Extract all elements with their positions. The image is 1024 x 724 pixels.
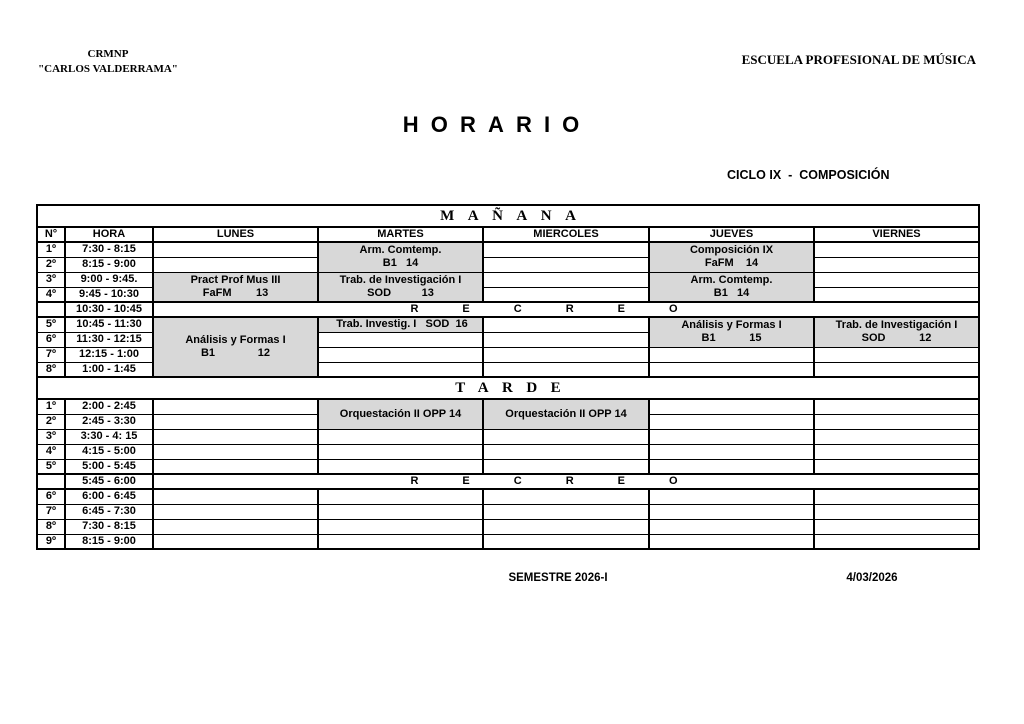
- empty-slot-cell: [153, 459, 318, 474]
- class-cell-martes-1-2-tarde: [318, 399, 483, 429]
- empty-slot-cell: [814, 489, 979, 504]
- empty-slot-cell: [649, 534, 814, 549]
- class-name: Trab. Investig. I SOD 16: [336, 318, 468, 331]
- empty-slot-cell: [814, 257, 979, 272]
- class-cell-viernes-5-6: [814, 317, 979, 347]
- empty-slot-cell: [153, 519, 318, 534]
- empty-slot-cell: [814, 414, 979, 429]
- empty-slot-cell: [483, 347, 649, 362]
- empty-slot-cell: [483, 362, 649, 377]
- col-header-miercoles: MIERCOLES: [483, 227, 649, 242]
- empty-slot-cell: [318, 444, 483, 459]
- time-cell: 10:45 - 11:30: [65, 317, 153, 332]
- empty-slot-cell: [318, 429, 483, 444]
- section-band-morning: MAÑANA: [37, 205, 979, 227]
- empty-slot-cell: [318, 459, 483, 474]
- cycle-label: CICLO IX - COMPOSICIÓN: [727, 168, 890, 182]
- empty-slot-cell: [153, 504, 318, 519]
- class-cell-martes-3-4: [318, 272, 483, 302]
- empty-slot-cell: [483, 444, 649, 459]
- empty-slot-cell: [649, 347, 814, 362]
- col-header-martes: MARTES: [318, 227, 483, 242]
- class-cell-lunes-3-4: [153, 272, 318, 302]
- recess-time-cell: 5:45 - 6:00: [65, 474, 153, 489]
- time-cell: 6:00 - 6:45: [65, 489, 153, 504]
- page-title: HORARIO: [402, 112, 592, 137]
- period-number-cell: 9º: [37, 534, 65, 549]
- table-row: [37, 205, 979, 227]
- table-row: [37, 272, 979, 287]
- class-room: SOD 12: [861, 332, 932, 345]
- empty-slot-cell: [814, 287, 979, 302]
- empty-slot-cell: [318, 534, 483, 549]
- class-room: B1 15: [701, 332, 762, 345]
- recess-cell: RECREO: [153, 474, 979, 489]
- section-band-afternoon: TARDE: [37, 377, 979, 399]
- empty-slot-cell: [483, 257, 649, 272]
- empty-slot-cell: [483, 459, 649, 474]
- period-number-cell: [37, 302, 65, 317]
- table-row: [37, 317, 979, 332]
- time-cell: 7:30 - 8:15: [65, 519, 153, 534]
- time-cell: 9:00 - 9:45.: [65, 272, 153, 287]
- empty-slot-cell: [814, 347, 979, 362]
- class-cell-jueves-3-4: [649, 272, 814, 302]
- empty-slot-cell: [649, 519, 814, 534]
- period-number-cell: 7º: [37, 347, 65, 362]
- empty-slot-cell: [483, 429, 649, 444]
- class-cell-miercoles-1-2-tarde: [483, 399, 649, 429]
- period-number-cell: 4º: [37, 444, 65, 459]
- time-cell: 1:00 - 1:45: [65, 362, 153, 377]
- empty-slot-cell: [153, 242, 318, 257]
- period-number-cell: 6º: [37, 332, 65, 347]
- col-header-hora: HORA: [65, 227, 153, 242]
- period-number-cell: 5º: [37, 459, 65, 474]
- table-row: [37, 257, 979, 272]
- class-name: Trab. de Investigación I: [339, 273, 462, 286]
- empty-slot-cell: [318, 504, 483, 519]
- period-number-cell: 5º: [37, 317, 65, 332]
- recess-time-cell: 10:30 - 10:45: [65, 302, 153, 317]
- time-cell: 5:00 - 5:45: [65, 459, 153, 474]
- class-cell-lunes-5-8: [153, 317, 318, 377]
- empty-slot-cell: [483, 534, 649, 549]
- empty-slot-cell: [483, 332, 649, 347]
- table-row: [37, 377, 979, 399]
- class-cell-jueves-5-6: [649, 317, 814, 347]
- empty-slot-cell: [483, 242, 649, 257]
- table-row: [37, 534, 979, 549]
- empty-slot-cell: [153, 534, 318, 549]
- class-room: B1 14: [713, 286, 750, 299]
- class-room: B1 12: [200, 347, 271, 359]
- school-name: ESCUELA PROFESIONAL DE MÚSICA: [741, 52, 976, 67]
- empty-slot-cell: [483, 272, 649, 287]
- time-cell: 12:15 - 1:00: [65, 347, 153, 362]
- empty-slot-cell: [483, 317, 649, 332]
- empty-slot-cell: [649, 489, 814, 504]
- period-number-cell: 1º: [37, 399, 65, 414]
- table-row: [37, 459, 979, 474]
- period-number-cell: 2º: [37, 414, 65, 429]
- recess-cell: RECREO: [153, 302, 979, 317]
- period-number-cell: 7º: [37, 504, 65, 519]
- class-cell-martes-1-2: [318, 242, 483, 272]
- timetable: [36, 204, 980, 550]
- empty-slot-cell: [153, 257, 318, 272]
- organization-name: CRMNP: [87, 48, 129, 60]
- table-row: [37, 489, 979, 504]
- class-name: Análisis y Formas I: [185, 334, 286, 346]
- empty-slot-cell: [814, 362, 979, 377]
- table-row: [37, 474, 979, 489]
- table-row: [37, 519, 979, 534]
- table-row: [37, 399, 979, 414]
- empty-slot-cell: [483, 489, 649, 504]
- empty-slot-cell: [153, 414, 318, 429]
- class-name: Análisis y Formas I: [681, 319, 782, 332]
- period-number-cell: 4º: [37, 287, 65, 302]
- empty-slot-cell: [153, 444, 318, 459]
- class-name: Trab. de Investigación I: [835, 319, 958, 332]
- time-cell: 11:30 - 12:15: [65, 332, 153, 347]
- timetable-grid: [36, 204, 980, 550]
- col-header-lunes: LUNES: [153, 227, 318, 242]
- class-name: Pract Prof Mus III: [190, 273, 281, 286]
- empty-slot-cell: [318, 519, 483, 534]
- date-label: 4/03/2026: [846, 572, 898, 584]
- empty-slot-cell: [153, 489, 318, 504]
- period-number-cell: 3º: [37, 272, 65, 287]
- period-number-cell: 3º: [37, 429, 65, 444]
- time-cell: 8:15 - 9:00: [65, 257, 153, 272]
- table-row: [37, 302, 979, 317]
- col-header-viernes: VIERNES: [814, 227, 979, 242]
- empty-slot-cell: [649, 429, 814, 444]
- empty-slot-cell: [649, 459, 814, 474]
- class-room: B1 14: [382, 257, 419, 270]
- col-header-jueves: JUEVES: [649, 227, 814, 242]
- time-cell: 7:30 - 8:15: [65, 242, 153, 257]
- time-cell: 2:45 - 3:30: [65, 414, 153, 429]
- period-number-cell: 8º: [37, 362, 65, 377]
- semester-label: SEMESTRE 2026-I: [508, 572, 608, 584]
- empty-slot-cell: [318, 332, 483, 347]
- class-name: Arm. Comtemp.: [359, 244, 442, 257]
- empty-slot-cell: [814, 459, 979, 474]
- empty-slot-cell: [649, 444, 814, 459]
- table-row: [37, 429, 979, 444]
- class-name: Composición IX: [689, 244, 774, 257]
- organization-block: [34, 47, 182, 77]
- empty-slot-cell: [814, 242, 979, 257]
- time-cell: 2:00 - 2:45: [65, 399, 153, 414]
- organization-subname: "CARLOS VALDERRAMA": [38, 63, 178, 75]
- time-cell: 4:15 - 5:00: [65, 444, 153, 459]
- class-room: SOD 13: [367, 286, 434, 299]
- period-number-cell: 1º: [37, 242, 65, 257]
- period-number-cell: 6º: [37, 489, 65, 504]
- empty-slot-cell: [649, 414, 814, 429]
- time-cell: 3:30 - 4: 15: [65, 429, 153, 444]
- empty-slot-cell: [649, 399, 814, 414]
- class-room: FaFM 14: [704, 257, 759, 270]
- empty-slot-cell: [814, 519, 979, 534]
- empty-slot-cell: [649, 362, 814, 377]
- empty-slot-cell: [318, 489, 483, 504]
- class-name: Arm. Comtemp.: [690, 273, 773, 286]
- empty-slot-cell: [318, 362, 483, 377]
- period-number-cell: 8º: [37, 519, 65, 534]
- table-row: [37, 504, 979, 519]
- class-room: FaFM 13: [202, 286, 269, 299]
- time-cell: 8:15 - 9:00: [65, 534, 153, 549]
- empty-slot-cell: [483, 287, 649, 302]
- empty-slot-cell: [814, 534, 979, 549]
- empty-slot-cell: [814, 504, 979, 519]
- class-name: Orquestación II OPP 14: [505, 407, 627, 420]
- empty-slot-cell: [318, 347, 483, 362]
- time-cell: 6:45 - 7:30: [65, 504, 153, 519]
- empty-slot-cell: [649, 504, 814, 519]
- empty-slot-cell: [483, 519, 649, 534]
- empty-slot-cell: [814, 399, 979, 414]
- time-cell: 9:45 - 10:30: [65, 287, 153, 302]
- table-row: [37, 242, 979, 257]
- table-row: [37, 227, 979, 242]
- class-name: Orquestación II OPP 14: [339, 407, 462, 420]
- col-header-number: N°: [37, 227, 65, 242]
- empty-slot-cell: [153, 429, 318, 444]
- period-number-cell: 2º: [37, 257, 65, 272]
- empty-slot-cell: [483, 504, 649, 519]
- empty-slot-cell: [814, 272, 979, 287]
- period-number-cell: [37, 474, 65, 489]
- empty-slot-cell: [814, 444, 979, 459]
- empty-slot-cell: [153, 399, 318, 414]
- table-row: [37, 444, 979, 459]
- empty-slot-cell: [814, 429, 979, 444]
- class-cell-martes-5: [318, 317, 483, 332]
- class-cell-jueves-1-2: [649, 242, 814, 272]
